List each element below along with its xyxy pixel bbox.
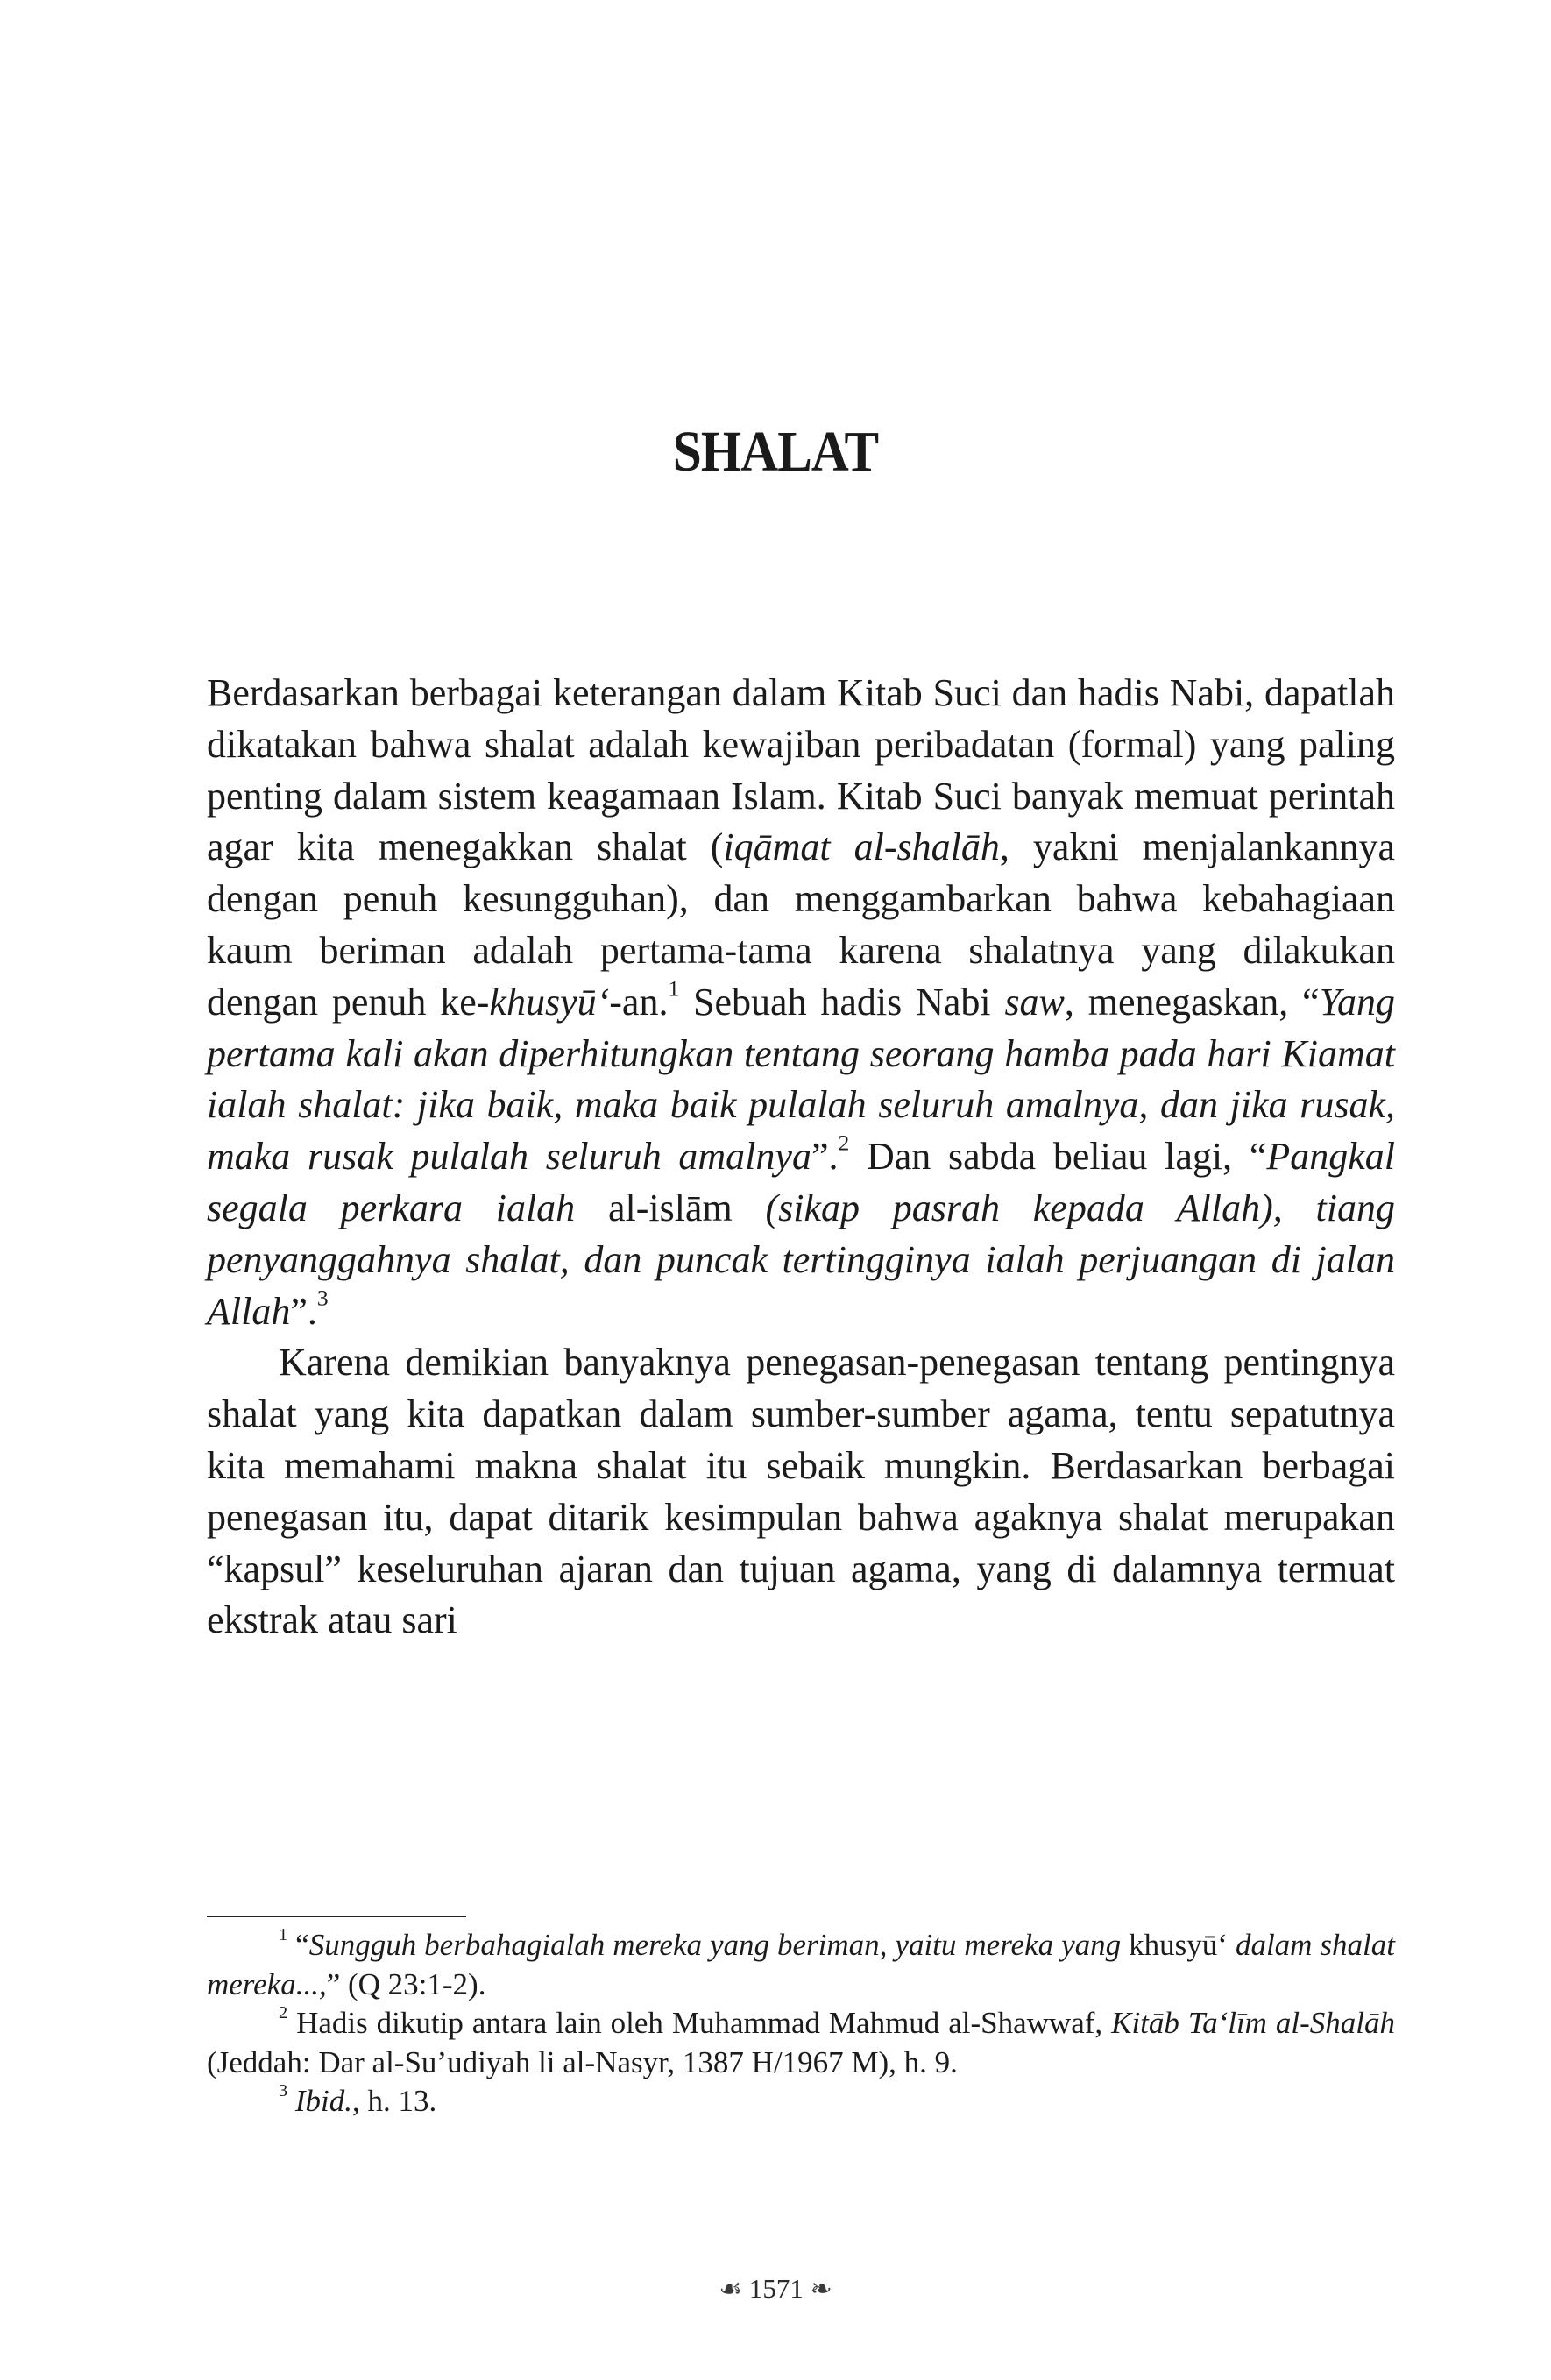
footnote-separator	[207, 1916, 466, 1917]
footnote-number: 1	[279, 1924, 288, 1944]
footnotes	[207, 1926, 1395, 2121]
quote-italic: Sungguh berbahagialah mereka yang beriman, yaitu mereka yang	[308, 1928, 1122, 1962]
fleuron-right-icon: ❧	[810, 2275, 832, 2304]
footnote-3	[207, 2082, 1395, 2121]
text-run: -an.	[609, 980, 669, 1024]
text-run: Berdasarkan berbagai keterangan dalam Kitab Suci dan hadis Nabi, dapatlah dikatakan bahwa shalat adalah kewajiban peribadatan (formal) yang paling penting dalam sistem keagamaan Islam. Kitab Suci banyak memuat perintah agar kita menegakkan shalat (	[207, 671, 1395, 869]
page-number-value: 1571	[748, 2273, 804, 2304]
text-run: , yakni menjalankannya dengan penuh kesungguhan), dan menggambarkan bahwa kebahagiaan kaum beriman adalah pertama-tama karena shalatnya yang dilakukan dengan penuh ke-	[207, 825, 1396, 1024]
text-run: , h. 13.	[352, 2084, 437, 2118]
page-number	[0, 2273, 1551, 2305]
text-run: khusyū‘	[1121, 1928, 1236, 1962]
text-run: Dan sabda beliau lagi, “	[849, 1135, 1267, 1179]
text-run: al-islām	[575, 1186, 766, 1229]
fleuron-left-icon: ☙	[719, 2275, 743, 2304]
ibid-italic: Ibid.	[294, 2084, 353, 2118]
text-run: ” (Q 23:1-2).	[326, 1966, 486, 2001]
footnote-ref-3[interactable]: 3	[316, 1284, 329, 1310]
hadith-quote: Yang pertama kali akan diperhitungkan tentang seorang hamba pada hari Kiamat ialah shalat: jika baik, maka baik pulalah seluruh amalnya, dan jika rusak, maka rusak pulalah seluruh amalnya	[207, 980, 1395, 1179]
footnote-ref-2[interactable]: 2	[838, 1130, 850, 1156]
footnote-number: 3	[279, 2080, 288, 2100]
footnote-2	[207, 2004, 1395, 2082]
footnote-1	[207, 1926, 1395, 2004]
hadith-quote: (sikap pasrah kepada Allah), tiang penyanggahnya shalat, dan puncak tertingginya ialah perjuangan di jalan Allah	[207, 1186, 1395, 1333]
body-text	[207, 668, 1395, 1647]
text-run: Hadis dikutip antara lain oleh Muhammad Mahmud al-Shawwaf,	[287, 2006, 1112, 2040]
footnote-ref-1[interactable]: 1	[668, 975, 680, 1002]
paragraph-1	[207, 668, 1395, 1337]
text-run: (Jeddah: Dar al-Su’udiyah li al-Nasyr, 1387 H/1967 M), h. 9.	[207, 2044, 958, 2079]
hadith-quote: Pangkal segala perkara ialah	[207, 1135, 1395, 1229]
text-run: Sebuah hadis Nabi	[679, 980, 1005, 1024]
italic-term: khusyū‘	[489, 980, 610, 1024]
text-run	[287, 2084, 295, 2118]
book-title: Kitāb Ta‘līm al-Shalāh	[1111, 2006, 1396, 2040]
text-run: , menegaskan, “	[1064, 980, 1320, 1024]
footnote-number: 2	[279, 2002, 288, 2022]
text-run: ”.	[290, 1289, 317, 1333]
quote-italic: dalam shalat mereka...,	[207, 1928, 1396, 2001]
paragraph-2: Karena demikian banyaknya penegasan-penegasan tentang pentingnya shalat yang kita dapatkan dalam sumber-sumber agama, tentu sepatutnya kita memahami makna shalat itu sebaik mungkin. Berdasarkan berbagai penegasan itu, dapat ditarik kesimpulan bahwa agaknya shalat merupakan “kapsul” keseluruhan ajaran dan tujuan agama, yang di dalamnya termuat ekstrak atau sari	[207, 1341, 1395, 1642]
text-run: “	[287, 1928, 309, 1962]
italic-term: saw	[1004, 980, 1065, 1024]
text-run: ”.	[811, 1135, 839, 1179]
italic-term: iqāmat al-shalāh	[723, 825, 1000, 869]
page-title: SHALAT	[672, 420, 879, 484]
